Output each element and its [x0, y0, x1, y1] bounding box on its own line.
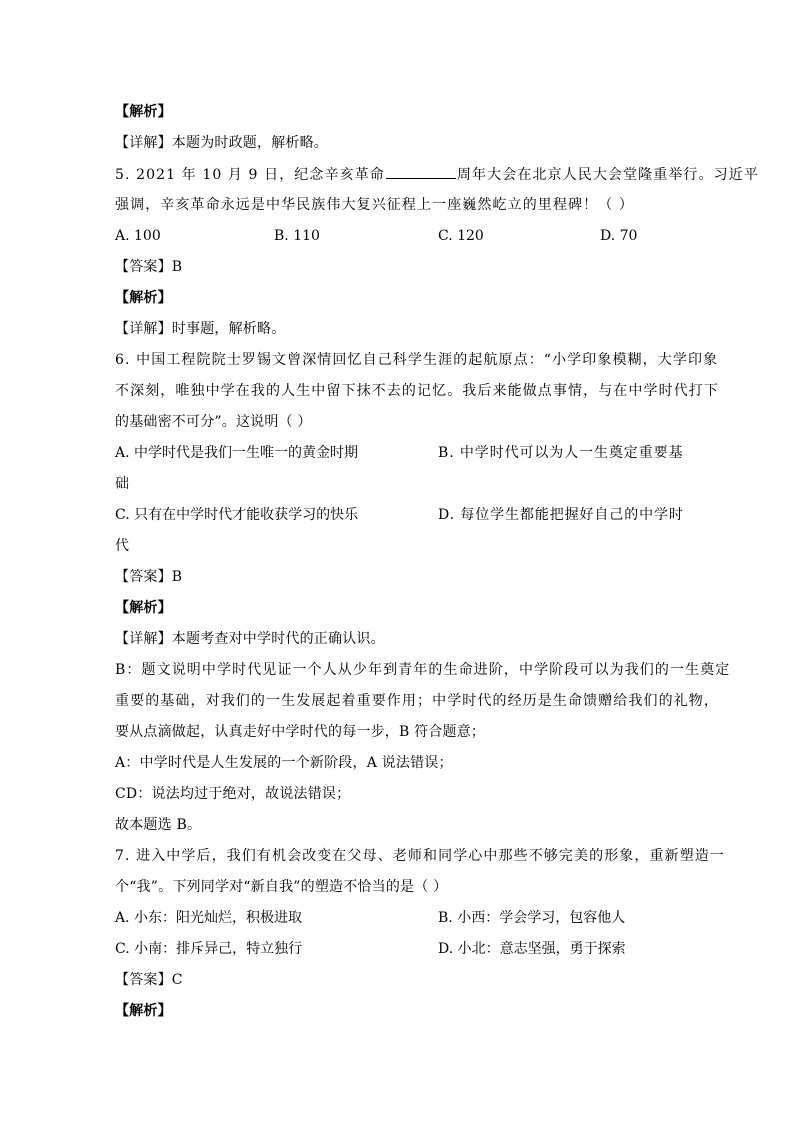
fill-blank: [386, 164, 456, 179]
q5-detail: 【详解】时事题，解析略。: [115, 321, 286, 337]
q7-answer: 【答案】C: [115, 972, 183, 988]
q6-detail: 【详解】本题考查对中学时代的正确认识。: [115, 631, 385, 647]
q6-explanation-5: CD：说法均过于绝对，故说法错误；: [115, 786, 351, 802]
q5-stem-part1: 5. 2021 年 10 月 9 日，纪念辛亥革命: [115, 167, 385, 183]
detail-text: 【详解】本题为时政题，解析略。: [115, 135, 328, 151]
q7-option-b: B. 小西：学会学习，包容他人: [438, 910, 626, 926]
q5-answer: 【答案】B: [115, 259, 183, 275]
question-6-stem-line3: 的基础密不可分”。这说明（ ）: [115, 414, 312, 430]
q6-analysis-heading: 【解析】: [115, 600, 172, 616]
q7-option-a: A. 小东：阳光灿烂，积极进取: [115, 910, 303, 926]
q6-explanation-2: 重要的基础，对我们的一生发展起着重要作用；中学时代的经历是生命馈赠给我们的礼物，: [115, 693, 719, 709]
q6-explanation-3: 要从点滴做起，认真走好中学时代的每一步，B 符合题意；: [115, 724, 486, 740]
q6-option-b: B. 中学时代可以为人一生奠定重要基: [438, 445, 684, 461]
question-7-stem-line2: 个“我”。下列同学对“新自我”的塑造不恰当的是（ ）: [115, 879, 448, 895]
q7-option-c: C. 小南：排斥异己，特立独行: [115, 941, 303, 957]
q5-analysis-heading: 【解析】: [115, 290, 172, 306]
q7-analysis-heading: 【解析】: [115, 1003, 172, 1019]
q6-option-d-wrap: 代: [115, 538, 130, 554]
q6-explanation-1: B：题文说明中学时代见证一个人从少年到青年的生命进阶，中学阶段可以为我们的一生奠定: [115, 662, 731, 678]
q5-option-b: B. 110: [274, 228, 320, 244]
q6-option-a: A. 中学时代是我们一生唯一的黄金时期: [115, 445, 359, 461]
question-6-stem-line2: 不深刻，唯独中学在我的人生中留下抹不去的记忆。我后来能做点事情，与在中学时代打下: [115, 383, 719, 399]
q6-explanation-6: 故本题选 B。: [115, 817, 202, 833]
question-5-stem: [115, 164, 759, 185]
question-5-stem-line2: 强调，辛亥革命永远是中华民族伟大复兴征程上一座巍然屹立的里程碑！（ ）: [115, 197, 634, 213]
q5-stem-part2: 周年大会在北京人民大会堂隆重举行。习近平: [456, 167, 759, 183]
analysis-heading: 【解析】: [115, 104, 172, 120]
q6-option-d: D. 每位学生都能把握好自己的中学时: [438, 507, 684, 523]
q5-option-a: A. 100: [115, 228, 161, 244]
q6-explanation-4: A：中学时代是人生发展的一个新阶段，A 说法错误；: [115, 755, 453, 771]
q5-option-d: D. 70: [600, 228, 638, 244]
question-6-stem: 6. 中国工程院院士罗锡文曾深情回忆自己科学生涯的起航原点：“小学印象模糊，大学印象: [115, 352, 719, 368]
q6-option-b-wrap: 础: [115, 476, 130, 492]
question-7-stem: 7. 进入中学后，我们有机会改变在父母、老师和同学心中那些不够完美的形象，重新塑造一: [115, 848, 726, 864]
q6-answer: 【答案】B: [115, 569, 183, 585]
q6-option-c: C. 只有在中学时代才能收获学习的快乐: [115, 507, 359, 523]
q7-option-d: D. 小北：意志坚强，勇于探索: [438, 941, 626, 957]
q5-option-c: C. 120: [438, 228, 484, 244]
